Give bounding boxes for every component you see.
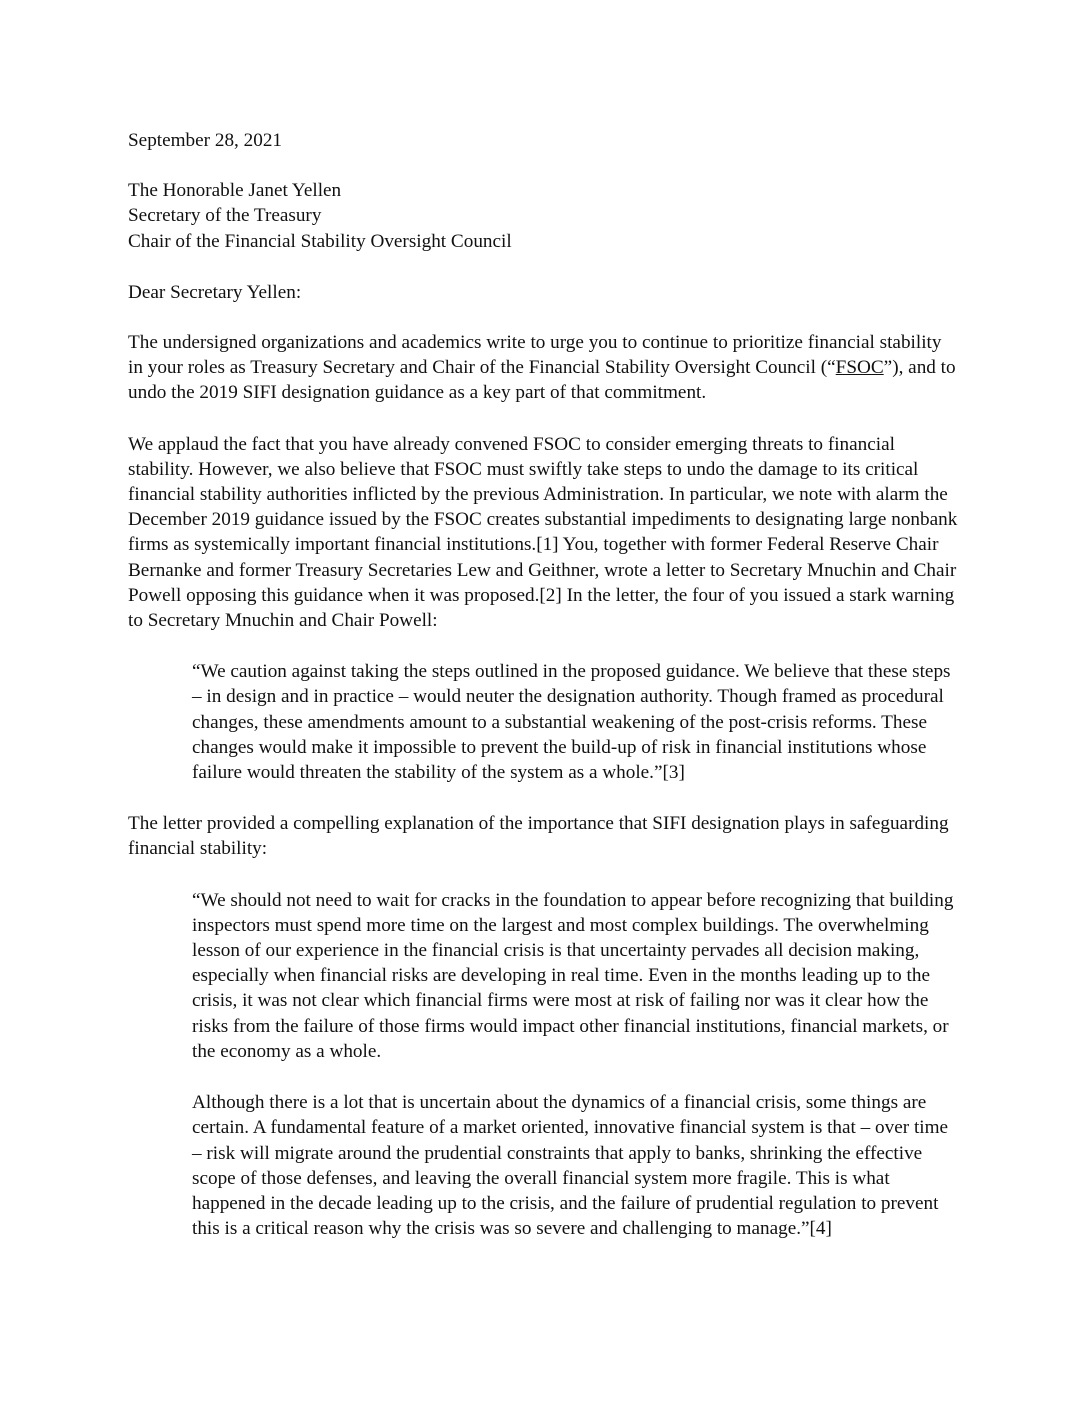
letter-page — [128, 128, 960, 1267]
letter-date: September 28, 2021 — [128, 130, 283, 151]
paragraph-intro-text-2: ”), and to undo the 2019 SIFI designation guidance as a key part of that commitment. — [128, 357, 956, 404]
fsoc-link[interactable]: FSOC — [835, 357, 884, 379]
paragraph-explanation: The letter provided a compelling explanation of the importance that SIFI designation plays in safeguarding financial stability: — [128, 813, 949, 860]
salutation: Dear Secretary Yellen: — [128, 281, 302, 303]
recipient-title: Secretary of the Treasury — [128, 205, 322, 227]
paragraph-intro — [128, 330, 960, 406]
recipient-address — [128, 178, 960, 254]
paragraph-context: We applaud the fact that you have already convened FSOC to consider emerging threats to financial stability. However, we also believe that FSOC must swiftly take steps to undo the damage to its critical financial stability authorities inflicted by the previous Administration. In particular, we note with alarm the December 2019 guidance issued by the FSOC creates substantial impediments to designating large nonbank firms as systemically important financial institutions.[1] You, together with former Federal Reserve Chair Bernanke and former Treasury Secretaries Lew and Geithner, wrote a letter to Secretary Mnuchin and Chair Powell opposing this guidance when it was proposed.[2] In the letter, the four of you issued a stark warning to Secretary Mnuchin and Chair Powell: — [128, 433, 958, 632]
block-quote-part-1: “We should not need to wait for cracks in the foundation to appear before recognizing that building inspectors must spend more time on the largest and most complex buildings. The overwhelming lesson of our experience in the financial crisis is that uncertainty pervades all decision making, especially when financial risks are developing in real time. Even in the months leading up to the crisis, it was not clear which financial firms were most at risk of failing nor was it clear how the risks from the failure of those firms would impact other financial institutions, financial markets, or the economy as a whole. — [192, 889, 954, 1062]
block-quote-part-2: Although there is a lot that is uncertain about the dynamics of a financial crisis, some things are certain. A fundamental feature of a market oriented, innovative financial system is that – over time – risk will migrate around the prudential constraints that apply to banks, shrinking the effective scope of those defenses, and leaving the overall financial system more fragile. This is what happened in the decade leading up to the crisis, and the failure of prudential regulation to prevent this is a critical reason why the crisis was so severe and challenging to manage.”[4] — [192, 1092, 949, 1240]
block-quote-warning: “We caution against taking the steps outlined in the proposed guidance. We believe that these steps – in design and in practice – would neuter the designation authority. Though framed as procedural changes, these amendments amount to a substantial weakening of the post-crisis reforms. These changes would make it impossible to prevent the build-up of risk in financial institutions whose failure would threaten the stability of the system as a whole.”[3] — [192, 661, 951, 784]
recipient-role: Chair of the Financial Stability Oversight Council — [128, 230, 512, 252]
recipient-name: The Honorable Janet Yellen — [128, 180, 342, 202]
paragraph-intro-text-1: The undersigned organizations and academics write to urge you to continue to prioritize financial stability in your roles as Treasury Secretary and Chair of the Financial Stability Oversight Council (“ — [128, 332, 942, 379]
